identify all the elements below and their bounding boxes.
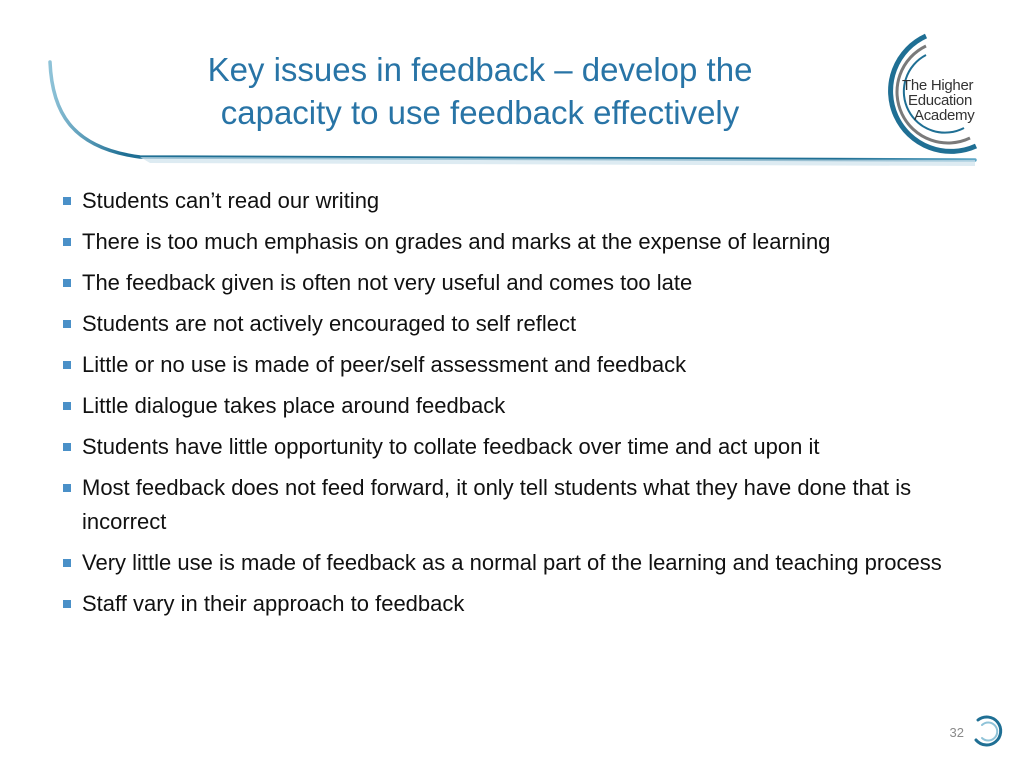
bullet-text: The feedback given is often not very useful and comes too late: [82, 270, 693, 295]
bullet-item: [60, 266, 970, 300]
bullet-item: [60, 348, 970, 382]
logo-text-line-2: Education: [908, 92, 973, 109]
bullet-text: Students are not actively encouraged to self reflect: [82, 311, 577, 336]
bullet-item: [60, 430, 970, 464]
slide-title-line-1: Key issues in feedback – develop the: [207, 51, 753, 88]
logo-text: [902, 78, 986, 123]
bullet-item: [60, 389, 970, 423]
slide-title: [130, 48, 830, 134]
square-bullet-icon: [63, 238, 71, 246]
square-bullet-icon: [63, 600, 71, 608]
bullet-text: Students have little opportunity to collate feedback over time and act upon it: [82, 434, 820, 459]
square-bullet-icon: [63, 484, 71, 492]
bullet-list: [60, 184, 970, 628]
bullet-item: [60, 307, 970, 341]
square-bullet-icon: [63, 279, 71, 287]
bullet-item: [60, 587, 970, 621]
bullet-text: Little dialogue takes place around feedback: [82, 393, 506, 418]
swirl-icon: [968, 710, 1012, 750]
square-bullet-icon: [63, 320, 71, 328]
bullet-text: Staff vary in their approach to feedback: [82, 591, 465, 616]
higher-education-academy-logo: [866, 28, 986, 158]
page-number: 32: [949, 725, 964, 740]
bullet-item: [60, 184, 970, 218]
bullet-text: Most feedback does not feed forward, it only tell students what they have done that is incorrect: [82, 475, 912, 534]
square-bullet-icon: [63, 559, 71, 567]
square-bullet-icon: [63, 197, 71, 205]
logo-text-line-3: Academy: [914, 107, 975, 124]
bullet-text: Little or no use is made of peer/self assessment and feedback: [82, 352, 687, 377]
bullet-item: [60, 471, 970, 539]
bullet-text: Students can’t read our writing: [82, 188, 380, 213]
bullet-item: [60, 225, 970, 259]
square-bullet-icon: [63, 443, 71, 451]
bullet-text: There is too much emphasis on grades and marks at the expense of learning: [82, 229, 831, 254]
square-bullet-icon: [63, 361, 71, 369]
slide-title-line-2: capacity to use feedback effectively: [220, 94, 740, 131]
logo-text-line-1: The Higher: [902, 77, 974, 94]
square-bullet-icon: [63, 402, 71, 410]
bullet-text: Very little use is made of feedback as a normal part of the learning and teaching process: [82, 550, 942, 575]
bullet-item: [60, 546, 970, 580]
